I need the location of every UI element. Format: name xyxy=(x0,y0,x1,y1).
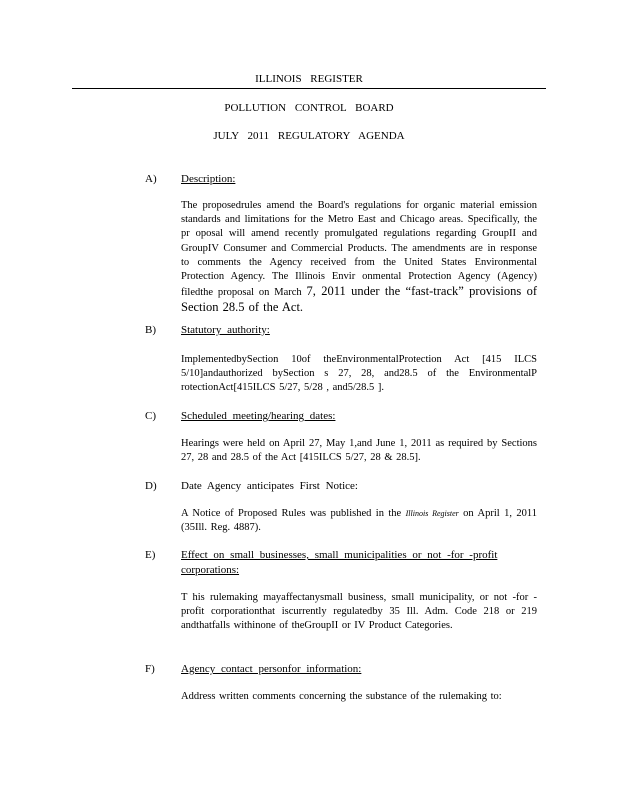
section-a-label: A) xyxy=(145,173,157,185)
section-f-heading: Agency contact personfor information: xyxy=(181,663,362,675)
section-a-heading: Description: xyxy=(181,173,236,185)
section-e-heading-cont: corporations: xyxy=(181,564,240,576)
section-d-label: D) xyxy=(145,480,157,492)
section-b-label: B) xyxy=(145,324,156,336)
section-c-label: C) xyxy=(145,410,156,422)
section-d-heading: Date Agency anticipates First Notice: xyxy=(181,480,358,492)
register-title: ILLINOIS REGISTER xyxy=(255,73,363,85)
section-b-body: ImplementedbySection 10of theEnvironmentalProtection Act [415 ILCS 5/10]andauthorized bySection s 27, 28, and28.5 of the EnvironmentalP rotectionAct[415ILCS 5/27, 5/28 , and5/28.5 ]. xyxy=(181,354,537,394)
section-c-heading: Scheduled meeting/hearing dates: xyxy=(181,410,336,422)
section-c-body: Hearings were held on April 27, May 1,and June 1, 2011 as required by Sections 27, 28 and 28.5 of the Act [415ILCS 5/27, 28 & 28.5]. xyxy=(181,438,537,464)
section-e-heading: Effect on small businesses, small municipalities or not -for -profit xyxy=(181,549,498,561)
section-e-body: T his rulemaking mayaffectanysmall business, small municipality, or not -for -profit corporationthat iscurrently regulatedby 35 Ill. Adm. Code 218 or 219 andthatfalls withinone of theGroupII or IV Product Categories. xyxy=(181,592,537,632)
section-f-body: Address written comments concerning the substance of the rulemaking to: xyxy=(181,691,502,702)
header-rule xyxy=(72,88,546,89)
section-d-text-pre: A Notice of Proposed Rules was published in the xyxy=(181,508,406,519)
section-a-text-tail: 7, 2011 under the “fast-track” provisions of Section 28.5 of the Act. xyxy=(181,284,538,315)
section-a-body xyxy=(181,199,537,317)
illinois-register-citation: Illinois Register xyxy=(405,509,459,518)
section-f-label: F) xyxy=(145,663,155,675)
section-d-text-post: on April 1, 2011 (35Ill. Reg. 4887). xyxy=(181,508,537,534)
section-d-body xyxy=(181,507,537,535)
section-a-text: The proposedrules amend the Board's regulations for organic material emission standards and limitations for the Metro East and Chicago areas. Specifically, the pr oposal will amend recently promulgated regulations regarding GroupII and GroupIV Consumer and Commercial Products. The amendments are in response to comments the Agency received from the United States Environmental Protection Agency. The Illinois Envir onmental Protection Agency (Agency) filedthe proposal on March xyxy=(181,200,537,299)
agenda-title: JULY 2011 REGULATORY AGENDA xyxy=(213,130,405,142)
section-e-label: E) xyxy=(145,549,156,561)
section-b-heading: Statutory authority: xyxy=(181,324,270,336)
board-title: POLLUTION CONTROL BOARD xyxy=(224,102,394,114)
